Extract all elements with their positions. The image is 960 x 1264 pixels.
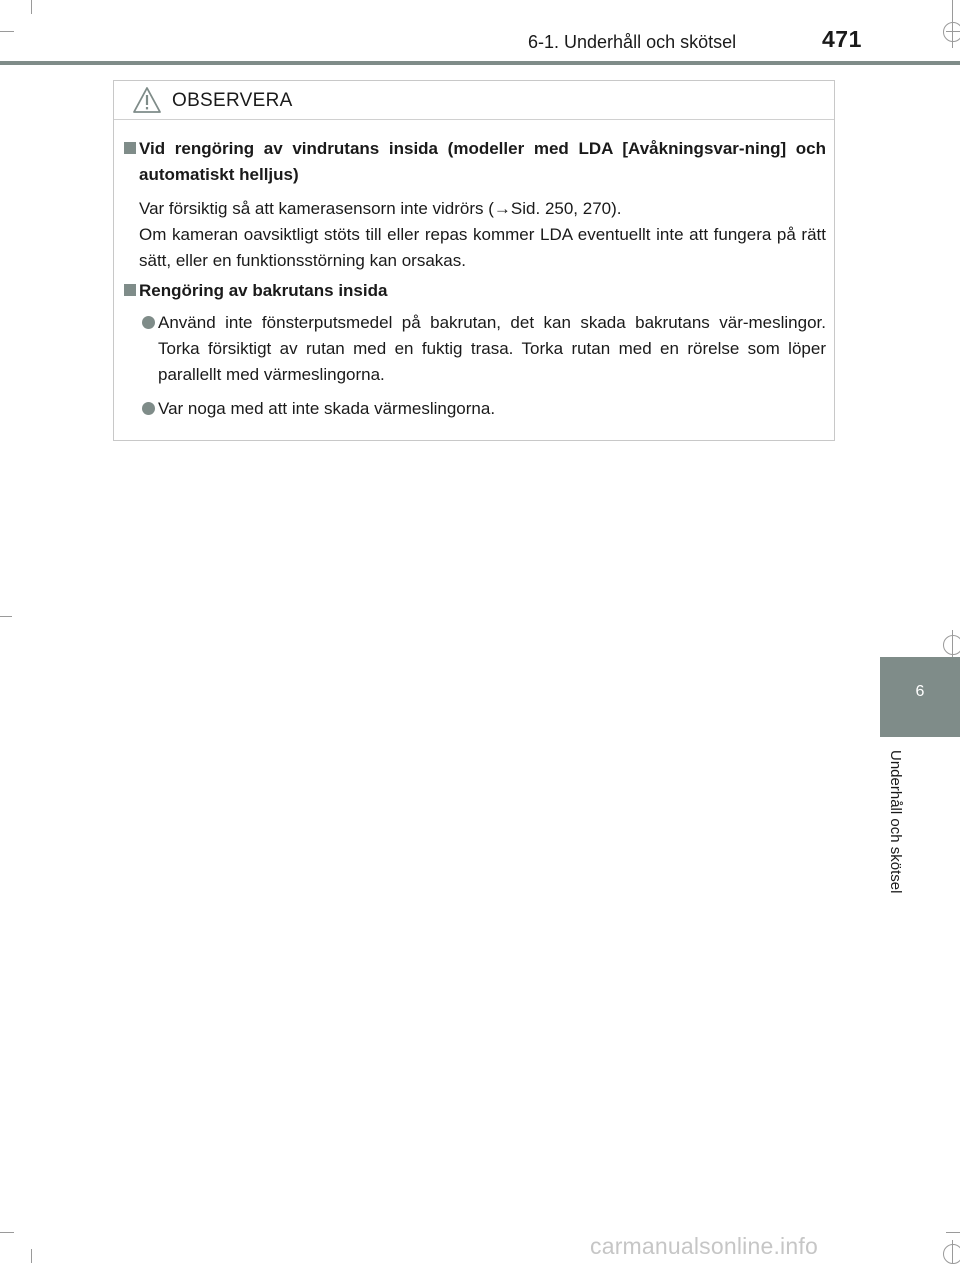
list-item-text: Var noga med att inte skada värmeslingorna. (158, 399, 496, 418)
round-bullet-icon (142, 316, 155, 329)
square-bullet-icon (124, 142, 136, 154)
warning-triangle-icon (132, 86, 162, 114)
list-item (124, 310, 826, 388)
square-bullet-icon (124, 284, 136, 296)
section-body (139, 196, 826, 274)
registration-circle (943, 1244, 960, 1264)
notice-box (113, 80, 835, 441)
paragraph: Om kameran oavsiktligt stöts till eller repas kommer LDA eventuellt inte att fungera på rätt sätt, eller en funktionsstörning kan orsakas. (139, 225, 826, 270)
list-item (124, 396, 826, 422)
notice-section (124, 278, 826, 422)
crop-mark (0, 1232, 14, 1233)
crop-mark (0, 31, 14, 32)
paragraph: Var försiktig så att kamerasensorn inte vidrörs (→Sid. 250, 270). (139, 199, 622, 218)
notice-section (124, 136, 826, 274)
round-bullet-icon (142, 402, 155, 415)
crop-mark (31, 0, 32, 14)
crop-mark (31, 1249, 32, 1263)
notice-title: OBSERVERA (172, 90, 293, 111)
section-heading: Vid rengöring av vindrutans insida (modeller med LDA [Avåkningsvar-ning] och automatiskt helljus) (139, 139, 826, 184)
registration-circle (943, 635, 960, 655)
registration-circle (943, 22, 960, 42)
chapter-tab[interactable] (880, 657, 960, 737)
header-rule (0, 61, 960, 65)
page-number: 471 (822, 26, 862, 52)
crop-mark (946, 1232, 960, 1233)
watermark: carmanualsonline.info (590, 1233, 818, 1259)
chapter-number: 6 (915, 683, 925, 700)
section-heading: Rengöring av bakrutans insida (139, 281, 388, 300)
chapter-label: Underhåll och skötsel (887, 750, 904, 894)
list-item-text: Använd inte fönsterputsmedel på bakrutan, det kan skada bakrutans vär-meslingor. Torka försiktigt av rutan med en fuktig trasa. Torka rutan med en rörelse som löper parallellt med värmeslingorna. (158, 313, 826, 384)
crop-mark (0, 616, 12, 617)
section-title: 6-1. Underhåll och skötsel (528, 32, 737, 52)
notice-header (114, 81, 834, 120)
